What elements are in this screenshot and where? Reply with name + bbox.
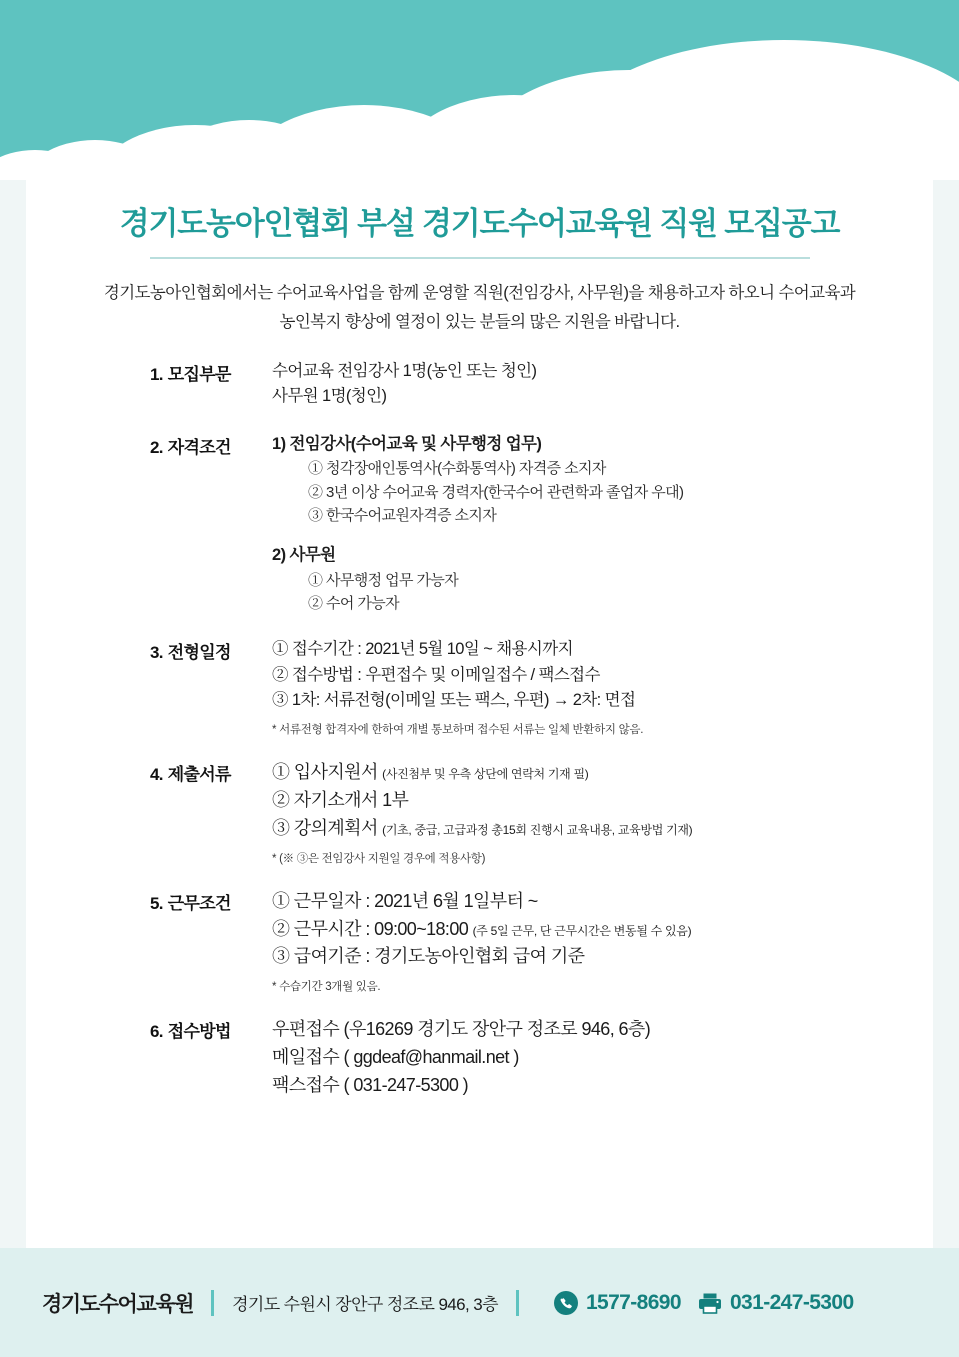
section-heading <box>150 359 262 385</box>
section-heading <box>150 888 262 914</box>
section-line-main: ③ 강의계획서 <box>272 817 378 838</box>
section-heading <box>150 1016 262 1042</box>
section-application-method <box>150 1016 959 1100</box>
intro-paragraph <box>35 279 925 337</box>
section-body <box>262 432 959 615</box>
poster-content <box>0 180 959 1248</box>
section-line: ① 접수기간 : 2021년 5월 10일 ~ 채용시까지 <box>272 640 573 659</box>
section-number: 5. <box>150 893 163 913</box>
section-line <box>272 787 959 815</box>
intro-line-1: 경기도농아인협회에서는 수어교육사업을 함께 운영할 직원(전임강사, 사무원)을 채용하고자 하오니 수어교육과 <box>103 284 856 302</box>
section-body <box>262 888 959 995</box>
section-footnote: * 수습기간 3개월 있음. <box>272 981 381 994</box>
section-footnote: * 서류전형 합격자에 한하여 개별 통보하며 접수된 서류는 일체 반환하지 않음. <box>272 723 644 736</box>
section-number: 1. <box>150 364 163 384</box>
cloud-base-strip <box>0 158 959 180</box>
section-work-conditions <box>150 888 959 995</box>
footer-bar <box>0 1248 959 1357</box>
section-line: ① 청각장애인통역사(수화통역사) 자격증 소지자 <box>308 460 606 478</box>
fax-icon <box>697 1290 723 1316</box>
section-recruitment-field <box>150 359 959 410</box>
subsection-title: 2) 사무원 <box>272 546 336 565</box>
page-title: 경기도농아인협회 부설 경기도수어교육원 직원 모집공고 <box>119 206 840 241</box>
footer-address: 경기도 수원시 장안구 정조로 946, 3층 <box>232 1295 498 1314</box>
footer-fax-number: 031-247-5300 <box>729 1290 854 1314</box>
fax-line: 팩스접수 ( 031-247-5300 ) <box>272 1075 469 1096</box>
section-line <box>272 916 959 944</box>
section-heading <box>150 759 262 785</box>
section-line <box>272 888 959 916</box>
intro-line-2: 농인복지 향상에 열정이 있는 분들의 많은 지원을 바랍니다. <box>279 312 680 331</box>
section-line: 우편접수 (우16269 경기도 장안구 정조로 946, 6층) <box>272 1019 651 1040</box>
section-line-main: ① 근무일자 : 2021년 6월 1일부터 ~ <box>272 890 538 911</box>
section-line-main: ② 자기소개서 1부 <box>272 789 409 810</box>
section-body <box>262 759 959 866</box>
section-number: 2. <box>150 437 163 457</box>
section-body <box>262 359 959 410</box>
email-line: 메일접수 ( ggdeaf@hanmail.net ) <box>272 1047 519 1068</box>
section-footnote: * (※ ③은 전임강사 지원일 경우에 적용사항) <box>272 852 486 865</box>
footer-divider <box>516 1290 519 1316</box>
telephone-icon <box>553 1290 579 1316</box>
section-line: ② 3년 이상 수어교육 경력자(한국수어 관련학과 졸업자 우대) <box>308 483 684 501</box>
section-schedule <box>150 637 959 737</box>
title-divider <box>150 257 810 259</box>
section-line: ② 수어 가능자 <box>308 595 399 612</box>
section-label: 제출서류 <box>167 764 231 784</box>
section-line-detail: (주 5일 근무, 단 근무시간은 변동될 수 있음) <box>472 923 692 938</box>
sections-list <box>0 359 959 1100</box>
section-number: 4. <box>150 764 163 784</box>
section-line-main: ② 근무시간 : 09:00~18:00 <box>272 918 469 939</box>
section-body <box>262 637 959 737</box>
section-label: 접수방법 <box>167 1022 231 1042</box>
section-documents <box>150 759 959 866</box>
section-line: ③ 1차: 서류전형(이메일 또는 팩스, 우편) → 2차: 면접 <box>272 691 636 710</box>
section-line: ② 접수방법 : 우편접수 및 이메일접수 / 팩스접수 <box>272 665 600 684</box>
footer-phone-number: 1577-8690 <box>585 1290 681 1314</box>
section-number: 3. <box>150 643 163 663</box>
section-number: 6. <box>150 1022 163 1042</box>
section-label: 전형일정 <box>167 643 231 663</box>
section-line-detail: (사진첨부 및 우측 상단에 연락처 기재 필) <box>382 766 589 781</box>
section-body <box>262 1016 959 1100</box>
section-heading <box>150 637 262 663</box>
footer-logo: 경기도수어교육원 <box>42 1292 194 1316</box>
footer-divider <box>211 1290 214 1316</box>
section-heading <box>150 432 262 458</box>
section-label: 근무조건 <box>167 893 231 913</box>
section-line-detail: (기초, 중급, 고급과정 총15회 진행시 교육내용, 교육방법 기재) <box>382 822 693 837</box>
footer-fax <box>697 1290 854 1316</box>
section-qualifications <box>150 432 959 615</box>
section-label: 자격조건 <box>167 437 231 457</box>
section-line: ① 사무행정 업무 가능자 <box>308 571 459 589</box>
section-line: 수어교육 전임강사 1명(농인 또는 청인) <box>272 361 537 380</box>
subsection-title: 1) 전임강사(수어교육 및 사무행정 업무) <box>272 434 542 453</box>
section-label: 모집부문 <box>167 364 231 384</box>
section-line: ③ 한국수어교원자격증 소지자 <box>308 506 497 524</box>
header-cloud-banner <box>0 0 959 180</box>
footer-phone <box>553 1290 681 1316</box>
section-line-main: ③ 급여기준 : 경기도농아인협회 급여 기준 <box>272 946 585 967</box>
section-line: 사무원 1명(청인) <box>272 387 387 406</box>
section-line <box>272 815 959 843</box>
section-line <box>272 943 959 971</box>
section-line-main: ① 입사지원서 <box>272 761 378 782</box>
section-line <box>272 759 959 787</box>
